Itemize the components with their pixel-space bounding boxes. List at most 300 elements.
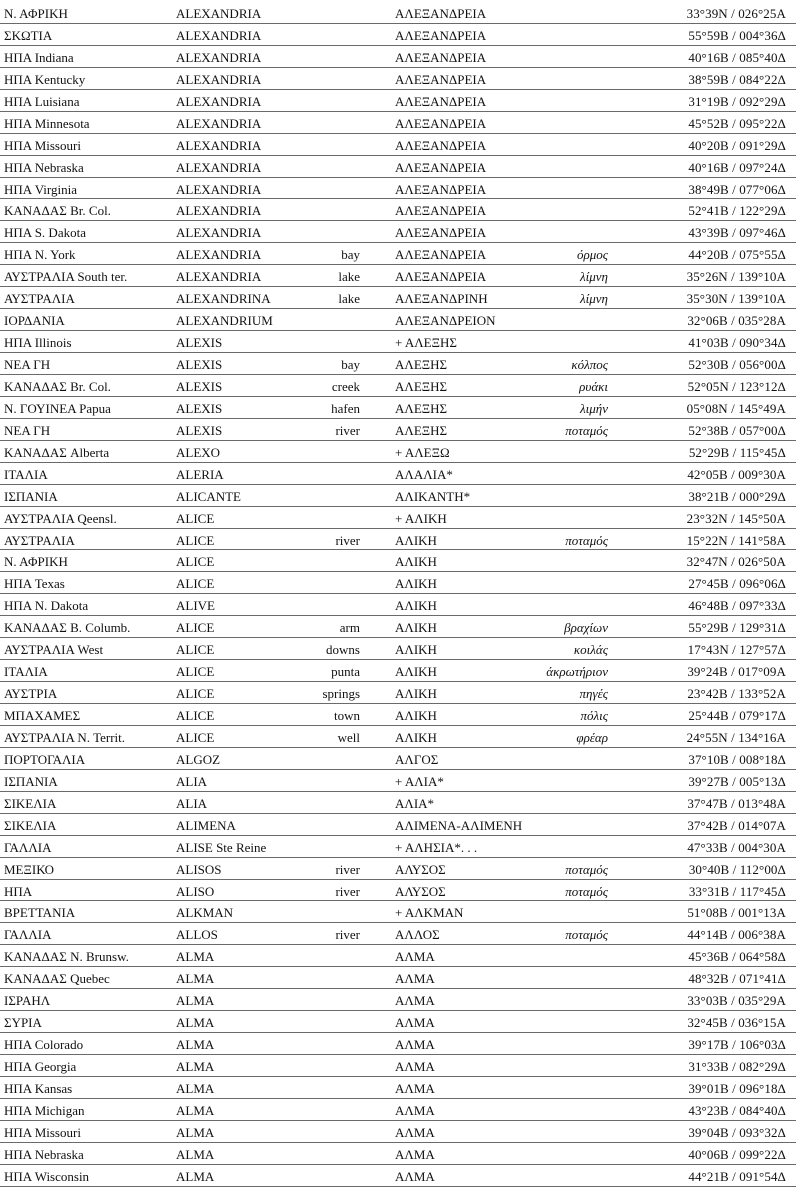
coordinates: 43°23B / 084°40Δ — [688, 1102, 786, 1118]
place-name: ALEXANDRIUM — [176, 313, 273, 329]
gazetteer-table — [0, 2, 796, 1187]
coordinates: 42°05B / 009°30A — [687, 466, 786, 482]
table-row — [0, 572, 796, 594]
table-row — [0, 419, 796, 441]
table-row — [0, 112, 796, 134]
coordinates: 52°29B / 115°45Δ — [688, 444, 786, 460]
coordinates: 39°04B / 093°32Δ — [688, 1124, 786, 1140]
feature-type: well — [337, 729, 360, 745]
place-name: ALICE — [176, 510, 215, 526]
greek-name: ΑΛΕΞΑΝΔΡΕΙΑ — [395, 27, 487, 43]
greek-name: ΑΛΙΚΗ — [395, 686, 437, 702]
greek-name: ΑΛΜΑ — [395, 1080, 435, 1096]
greek-name: ΑΛΜΑ — [395, 1015, 435, 1031]
greek-name: ΑΛΙΚΗ — [395, 729, 437, 745]
greek-feature-type: κοιλάς — [573, 642, 608, 658]
greek-name: ΑΛΛΟΣ — [395, 927, 440, 943]
greek-name: + ΑΛΕΞΗΣ — [395, 335, 457, 351]
place-name: ALICE — [176, 664, 215, 680]
greek-name: ΑΛΜΑ — [395, 1168, 435, 1184]
coordinates: 52°30B / 056°00Δ — [688, 357, 786, 372]
table-row — [0, 967, 796, 989]
greek-name: ΑΛΕΞΑΝΔΡΕΙΑ — [395, 71, 487, 87]
greek-feature-type: φρέαρ — [576, 729, 608, 745]
country-name: ΑΥΣΤΡΑΛΙΑ West — [4, 642, 104, 658]
greek-name: + ΑΛΙΑ* — [395, 773, 444, 789]
place-name: ALISE Ste Reine — [176, 839, 267, 855]
table-row — [0, 638, 796, 660]
coordinates: 40°16B / 097°24Δ — [688, 159, 786, 175]
greek-name: ΑΛΙΚΗ — [395, 708, 437, 723]
country-name: ΓΑΛΛΙΑ — [4, 927, 52, 943]
country-name: ΗΠΑ N. York — [4, 247, 76, 263]
place-name: ALEXANDRIA — [176, 269, 262, 285]
coordinates: 33°31B / 117°45Δ — [688, 883, 786, 899]
feature-type: creek — [331, 378, 360, 394]
table-row — [0, 836, 796, 858]
greek-feature-type: άκρωτήριον — [546, 664, 608, 680]
place-name: ALMA — [176, 1015, 215, 1031]
table-row — [0, 24, 796, 46]
coordinates: 17°43N / 127°57Δ — [687, 642, 786, 658]
coordinates: 30°40B / 112°00Δ — [688, 861, 786, 877]
table-row — [0, 441, 796, 463]
place-name: ALIA — [176, 773, 208, 789]
table-row — [0, 814, 796, 836]
greek-name: ΑΛΕΞΗΣ — [395, 422, 448, 438]
place-name: ALICE — [176, 729, 215, 745]
country-name: ΑΥΣΤΡΑΛΙΑ South ter. — [4, 269, 128, 285]
coordinates: 44°21B / 091°54Δ — [688, 1168, 786, 1184]
country-name: ΗΠΑ Wisconsin — [4, 1168, 90, 1184]
place-name: ALEXANDRINA — [176, 291, 271, 307]
coordinates: 37°47B / 013°48A — [687, 795, 786, 811]
country-name: ΣΥΡΙΑ — [4, 1015, 42, 1031]
greek-name: ΑΛΙΚΑΝΤΗ* — [395, 488, 471, 504]
place-name: ALISOS — [176, 861, 222, 877]
greek-name: ΑΛΕΞΑΝΔΡΕΙΑ — [395, 269, 487, 285]
greek-name: + ΑΛΗΣΙΑ*. . . — [395, 839, 478, 855]
coordinates: 48°32B / 071°41Δ — [688, 971, 786, 987]
feature-type: bay — [341, 357, 360, 372]
table-row — [0, 178, 796, 200]
country-name: ΑΥΣΤΡΑΛΙΑ — [4, 291, 75, 307]
place-name: ALEXANDRIA — [176, 225, 262, 241]
country-name: ΑΥΣΤΡΑΛΙΑ N. Territ. — [4, 729, 126, 745]
place-name: ALICANTE — [176, 488, 241, 504]
table-row — [0, 353, 796, 375]
greek-name: ΑΛΙΚΗ — [395, 576, 437, 592]
country-name: ΣΙΚΕΛΙΑ — [4, 795, 57, 811]
coordinates: 39°17B / 106°03Δ — [688, 1037, 786, 1053]
country-name: Ν. ΓΟΥΙΝΕΑ Papua — [4, 400, 111, 416]
country-name: ΗΠΑ Nebraska — [4, 1146, 84, 1162]
table-row — [0, 682, 796, 704]
country-name: ΗΠΑ Georgia — [4, 1059, 77, 1074]
table-row — [0, 770, 796, 792]
coordinates: 44°20B / 075°55Δ — [688, 247, 786, 263]
coordinates: 38°21B / 000°29Δ — [688, 488, 786, 504]
place-name: ALMA — [176, 993, 215, 1009]
feature-type: river — [335, 861, 360, 877]
coordinates: 39°27B / 005°13Δ — [688, 773, 786, 789]
country-name: ΗΠΑ Missouri — [4, 1124, 81, 1140]
coordinates: 55°59B / 004°36Δ — [688, 27, 786, 43]
coordinates: 23°42B / 133°52A — [687, 686, 786, 702]
coordinates: 38°59B / 084°22Δ — [688, 71, 786, 87]
country-name: ΚΑΝΑΔΑΣ N. Brunsw. — [4, 949, 129, 965]
place-name: ALEXANDRIA — [176, 137, 262, 153]
table-row — [0, 331, 796, 353]
table-row — [0, 726, 796, 748]
country-name: ΗΠΑ Missouri — [4, 137, 81, 153]
table-row — [0, 265, 796, 287]
coordinates: 33°39N / 026°25A — [686, 6, 786, 21]
place-name: ALEXANDRIA — [176, 203, 262, 219]
greek-name: ΑΛΕΞΑΝΔΡΕΙΑ — [395, 159, 487, 175]
greek-name: ΑΛΕΞΑΝΔΡΕΙΑ — [395, 115, 487, 131]
greek-feature-type: ποταμός — [565, 532, 608, 548]
greek-name: ΑΛΕΞΑΝΔΡΕΙΟΝ — [395, 313, 496, 329]
greek-name: ΑΛΑΛΙΑ* — [395, 466, 453, 482]
coordinates: 45°36B / 064°58Δ — [688, 949, 786, 965]
country-name: ΗΠΑ Michigan — [4, 1102, 85, 1118]
place-name: ALMA — [176, 1146, 215, 1162]
greek-name: ΑΛΕΞΑΝΔΡΕΙΑ — [395, 247, 487, 263]
greek-name: ΑΛΕΞΑΝΔΡΕΙΑ — [395, 93, 487, 109]
place-name: ALGOZ — [176, 751, 221, 767]
table-row — [0, 2, 796, 24]
greek-feature-type: βραχίων — [564, 620, 608, 636]
coordinates: 37°42B / 014°07A — [687, 817, 786, 833]
table-row — [0, 156, 796, 178]
coordinates: 32°06B / 035°28A — [687, 313, 786, 329]
country-name: Ν. ΑΦΡΙΚΗ — [4, 6, 68, 21]
place-name: ALEXO — [176, 444, 221, 460]
country-name: ΙΣΡΑΗΛ — [4, 993, 51, 1009]
country-name: Ν. ΑΦΡΙΚΗ — [4, 554, 68, 570]
feature-type: river — [335, 532, 360, 548]
place-name: ALEXIS — [176, 378, 223, 394]
coordinates: 31°19B / 092°29Δ — [688, 93, 786, 109]
greek-name: ΑΛΙΚΗ — [395, 620, 437, 636]
table-row — [0, 90, 796, 112]
place-name: ALEXIS — [176, 422, 223, 438]
country-name: ΙΟΡΔΑΝΙΑ — [4, 313, 65, 329]
country-name: ΚΑΝΑΔΑΣ Quebec — [4, 971, 110, 987]
coordinates: 44°14B / 006°38A — [687, 927, 786, 943]
greek-feature-type: λίμνη — [580, 269, 608, 285]
coordinates: 47°33B / 004°30A — [687, 839, 786, 855]
table-row — [0, 507, 796, 529]
country-name: ΗΠΑ Texas — [4, 576, 65, 592]
table-row — [0, 309, 796, 331]
table-row — [0, 616, 796, 638]
table-row — [0, 1143, 796, 1165]
country-name: ΙΣΠΑΝΙΑ — [4, 773, 58, 789]
place-name: ALMA — [176, 1037, 215, 1053]
coordinates: 33°03B / 035°29A — [687, 993, 786, 1009]
table-row — [0, 463, 796, 485]
place-name: ALEXANDRIA — [176, 181, 262, 197]
coordinates: 55°29B / 129°31Δ — [688, 620, 786, 636]
coordinates: 32°45B / 036°15A — [687, 1015, 786, 1031]
place-name: ALEXANDRIA — [176, 71, 262, 87]
country-name: ΜΠΑΧΑΜΕΣ — [4, 708, 81, 723]
greek-feature-type: πηγές — [579, 686, 608, 702]
greek-name: ΑΛΕΞΑΝΔΡΕΙΑ — [395, 203, 487, 219]
greek-name: ΑΛΕΞΑΝΔΡΕΙΑ — [395, 6, 487, 21]
feature-type: river — [335, 927, 360, 943]
table-row — [0, 243, 796, 265]
table-row — [0, 792, 796, 814]
country-name: ΗΠΑ Kentucky — [4, 71, 86, 87]
feature-type: punta — [331, 664, 360, 680]
greek-name: ΑΛΜΑ — [395, 1059, 435, 1074]
coordinates: 23°32N / 145°50A — [686, 510, 786, 526]
country-name: ΝΕΑ ΓΗ — [4, 357, 51, 372]
greek-feature-type: ποταμός — [565, 927, 608, 943]
greek-name: ΑΛΕΞΑΝΔΡΕΙΑ — [395, 181, 487, 197]
table-row — [0, 221, 796, 243]
greek-name: ΑΛΙΚΗ — [395, 554, 437, 570]
greek-name: ΑΛΜΑ — [395, 971, 435, 987]
country-name: ΣΙΚΕΛΙΑ — [4, 817, 57, 833]
table-row — [0, 46, 796, 68]
greek-feature-type: ποταμός — [565, 883, 608, 899]
coordinates: 25°44B / 079°17Δ — [688, 708, 786, 723]
greek-name: ΑΛΕΞΑΝΔΡΕΙΑ — [395, 225, 487, 241]
greek-name: ΑΛΜΑ — [395, 1146, 435, 1162]
coordinates: 46°48B / 097°33Δ — [688, 598, 786, 614]
table-row — [0, 1055, 796, 1077]
coordinates: 37°10B / 008°18Δ — [688, 751, 786, 767]
feature-type: springs — [322, 686, 360, 702]
greek-name: ΑΛΙΚΗ — [395, 598, 437, 614]
table-row — [0, 989, 796, 1011]
greek-name: + ΑΛΕΞΩ — [395, 444, 450, 460]
feature-type: lake — [338, 269, 360, 285]
place-name: ALICE — [176, 642, 215, 658]
greek-name: ΑΛΕΞΑΝΔΡΕΙΑ — [395, 49, 487, 65]
place-name: ALEXANDRIA — [176, 93, 262, 109]
table-row — [0, 923, 796, 945]
place-name: ALEXANDRIA — [176, 115, 262, 131]
greek-name: ΑΛΙΚΗ — [395, 532, 437, 548]
place-name: ALICE — [176, 554, 215, 570]
country-name: ΗΠΑ Indiana — [4, 49, 74, 65]
coordinates: 52°38B / 057°00Δ — [688, 422, 786, 438]
country-name: ΚΑΝΑΔΑΣ Br. Col. — [4, 378, 111, 394]
table-row — [0, 134, 796, 156]
greek-feature-type: πόλις — [580, 708, 608, 723]
table-row — [0, 199, 796, 221]
place-name: ALMA — [176, 1124, 215, 1140]
greek-name: ΑΛΜΑ — [395, 1124, 435, 1140]
country-name: ΚΑΝΑΔΑΣ B. Columb. — [4, 620, 131, 636]
country-name: ΑΥΣΤΡΑΛΙΑ — [4, 532, 75, 548]
place-name: ALEXANDRIA — [176, 159, 262, 175]
coordinates: 40°20B / 091°29Δ — [688, 137, 786, 153]
coordinates: 40°16B / 085°40Δ — [688, 49, 786, 65]
table-row — [0, 68, 796, 90]
feature-type: bay — [341, 247, 360, 263]
place-name: ALMA — [176, 949, 215, 965]
coordinates: 38°49B / 077°06Δ — [688, 181, 786, 197]
country-name: ΑΥΣΤΡΑΛΙΑ Qeensl. — [4, 510, 117, 526]
coordinates: 52°41B / 122°29Δ — [688, 203, 786, 219]
feature-type: arm — [339, 620, 360, 636]
coordinates: 24°55N / 134°16A — [686, 729, 786, 745]
greek-name: ΑΛΕΞΗΣ — [395, 357, 448, 372]
greek-name: ΑΛΜΑ — [395, 993, 435, 1009]
country-name: ΝΕΑ ΓΗ — [4, 422, 51, 438]
place-name: ALMA — [176, 971, 215, 987]
country-name: ΗΠΑ Nebraska — [4, 159, 84, 175]
place-name: ALMA — [176, 1102, 215, 1118]
place-name: ALIVE — [176, 598, 215, 614]
greek-feature-type: ποταμός — [565, 861, 608, 877]
coordinates: 35°26N / 139°10A — [686, 269, 786, 285]
place-name: ALICE — [176, 686, 215, 702]
greek-name: ΑΛΙΑ* — [395, 795, 435, 811]
country-name: ΚΑΝΑΔΑΣ Alberta — [4, 444, 110, 460]
table-row — [0, 945, 796, 967]
country-name: ΗΠΑ — [4, 883, 33, 899]
greek-name: ΑΛΓΟΣ — [395, 751, 439, 767]
country-name: ΑΥΣΤΡΙΑ — [4, 686, 58, 702]
country-name: ΗΠΑ Virginia — [4, 181, 78, 197]
coordinates: 27°45B / 096°06Δ — [688, 576, 786, 592]
place-name: ALISO — [176, 883, 215, 899]
table-row — [0, 748, 796, 770]
greek-name: ΑΛΕΞΑΝΔΡΙΝΗ — [395, 291, 488, 307]
coordinates: 05°08N / 145°49A — [686, 400, 786, 416]
coordinates: 39°01B / 096°18Δ — [688, 1080, 786, 1096]
greek-feature-type: ρυάκι — [579, 378, 608, 394]
country-name: ΙΤΑΛΙΑ — [4, 466, 48, 482]
greek-name: ΑΛΥΣΟΣ — [395, 883, 446, 899]
greek-name: ΑΛΥΣΟΣ — [395, 861, 446, 877]
coordinates: 32°47N / 026°50A — [686, 554, 786, 570]
country-name: ΚΑΝΑΔΑΣ Br. Col. — [4, 203, 111, 219]
greek-name: ΑΛΙΚΗ — [395, 642, 437, 658]
country-name: ΜΕΞΙΚΟ — [4, 861, 55, 877]
coordinates: 39°24B / 017°09A — [687, 664, 786, 680]
place-name: ALEXIS — [176, 335, 223, 351]
coordinates: 52°05N / 123°12Δ — [687, 378, 786, 394]
table-row — [0, 287, 796, 309]
coordinates: 45°52B / 095°22Δ — [688, 115, 786, 131]
country-name: ΗΠΑ Colorado — [4, 1037, 84, 1053]
table-row — [0, 594, 796, 616]
table-row — [0, 858, 796, 880]
greek-name: ΑΛΕΞΑΝΔΡΕΙΑ — [395, 137, 487, 153]
table-row — [0, 529, 796, 551]
place-name: ALIMENA — [176, 817, 236, 833]
country-name: ΓΑΛΛΙΑ — [4, 839, 52, 855]
greek-name: ΑΛΙΜΕΝΑ-ΑΛΙΜΕΝΗ — [395, 817, 523, 833]
country-name: ΠΟΡΤΟΓΑΛΙΑ — [4, 751, 86, 767]
feature-type: lake — [338, 291, 360, 307]
coordinates: 15°22N / 141°58A — [686, 532, 786, 548]
table-row — [0, 901, 796, 923]
table-row — [0, 1121, 796, 1143]
greek-feature-type: λίμνη — [580, 291, 608, 307]
country-name: ΙΤΑΛΙΑ — [4, 664, 48, 680]
place-name: ALMA — [176, 1080, 215, 1096]
coordinates: 35°30N / 139°10A — [686, 291, 786, 307]
place-name: ALEXIS — [176, 400, 223, 416]
country-name: ΗΠΑ Illinois — [4, 335, 72, 351]
place-name: ALKMAN — [176, 905, 234, 921]
table-row — [0, 1077, 796, 1099]
table-row — [0, 1033, 796, 1055]
greek-name: ΑΛΜΑ — [395, 1102, 435, 1118]
place-name: ALEXANDRIA — [176, 6, 262, 21]
country-name: ΗΠΑ N. Dakota — [4, 598, 89, 614]
table-row — [0, 704, 796, 726]
coordinates: 43°39B / 097°46Δ — [688, 225, 786, 241]
place-name: ALMA — [176, 1168, 215, 1184]
feature-type: downs — [326, 642, 360, 658]
greek-feature-type: ποταμός — [565, 422, 608, 438]
greek-name: + ΑΛΚΜΑΝ — [395, 905, 464, 921]
greek-name: + ΑΛΙΚΗ — [395, 510, 447, 526]
table-row — [0, 375, 796, 397]
table-row — [0, 660, 796, 682]
greek-name: ΑΛΜΑ — [395, 1037, 435, 1053]
country-name: ΣΚΩΤΙΑ — [4, 27, 53, 43]
feature-type: hafen — [331, 400, 360, 416]
country-name: ΗΠΑ Kansas — [4, 1080, 73, 1096]
greek-name: ΑΛΙΚΗ — [395, 664, 437, 680]
place-name: ALICE — [176, 576, 215, 592]
country-name: ΙΣΠΑΝΙΑ — [4, 488, 58, 504]
country-name: ΗΠΑ Luisiana — [4, 93, 80, 109]
place-name: ALICE — [176, 532, 215, 548]
country-name: ΗΠΑ Minnesota — [4, 115, 90, 131]
coordinates: 41°03B / 090°34Δ — [688, 335, 786, 351]
place-name: ALICE — [176, 708, 215, 723]
greek-feature-type: όρμος — [576, 247, 608, 263]
place-name: ALERIA — [176, 466, 224, 482]
place-name: ALIA — [176, 795, 208, 811]
coordinates: 51°08B / 001°13A — [687, 905, 786, 921]
greek-feature-type: λιμήν — [580, 400, 608, 416]
coordinates: 31°33B / 082°29Δ — [688, 1059, 786, 1074]
greek-feature-type: κόλπος — [571, 357, 608, 372]
place-name: ALICE — [176, 620, 215, 636]
table-row — [0, 880, 796, 902]
table-row — [0, 1011, 796, 1033]
table-row — [0, 1165, 796, 1187]
place-name: ALEXANDRIA — [176, 27, 262, 43]
table-row — [0, 397, 796, 419]
greek-name: ΑΛΕΞΗΣ — [395, 400, 448, 416]
table-row — [0, 550, 796, 572]
place-name: ALEXIS — [176, 357, 223, 372]
place-name: ALEXANDRIA — [176, 247, 262, 263]
greek-name: ΑΛΕΞΗΣ — [395, 378, 448, 394]
place-name: ALMA — [176, 1059, 215, 1074]
feature-type: river — [335, 422, 360, 438]
country-name: ΗΠΑ S. Dakota — [4, 225, 86, 241]
place-name: ALLOS — [176, 927, 218, 943]
coordinates: 40°06B / 099°22Δ — [688, 1146, 786, 1162]
country-name: ΒΡΕΤΤΑΝΙΑ — [4, 905, 76, 921]
greek-name: ΑΛΜΑ — [395, 949, 435, 965]
